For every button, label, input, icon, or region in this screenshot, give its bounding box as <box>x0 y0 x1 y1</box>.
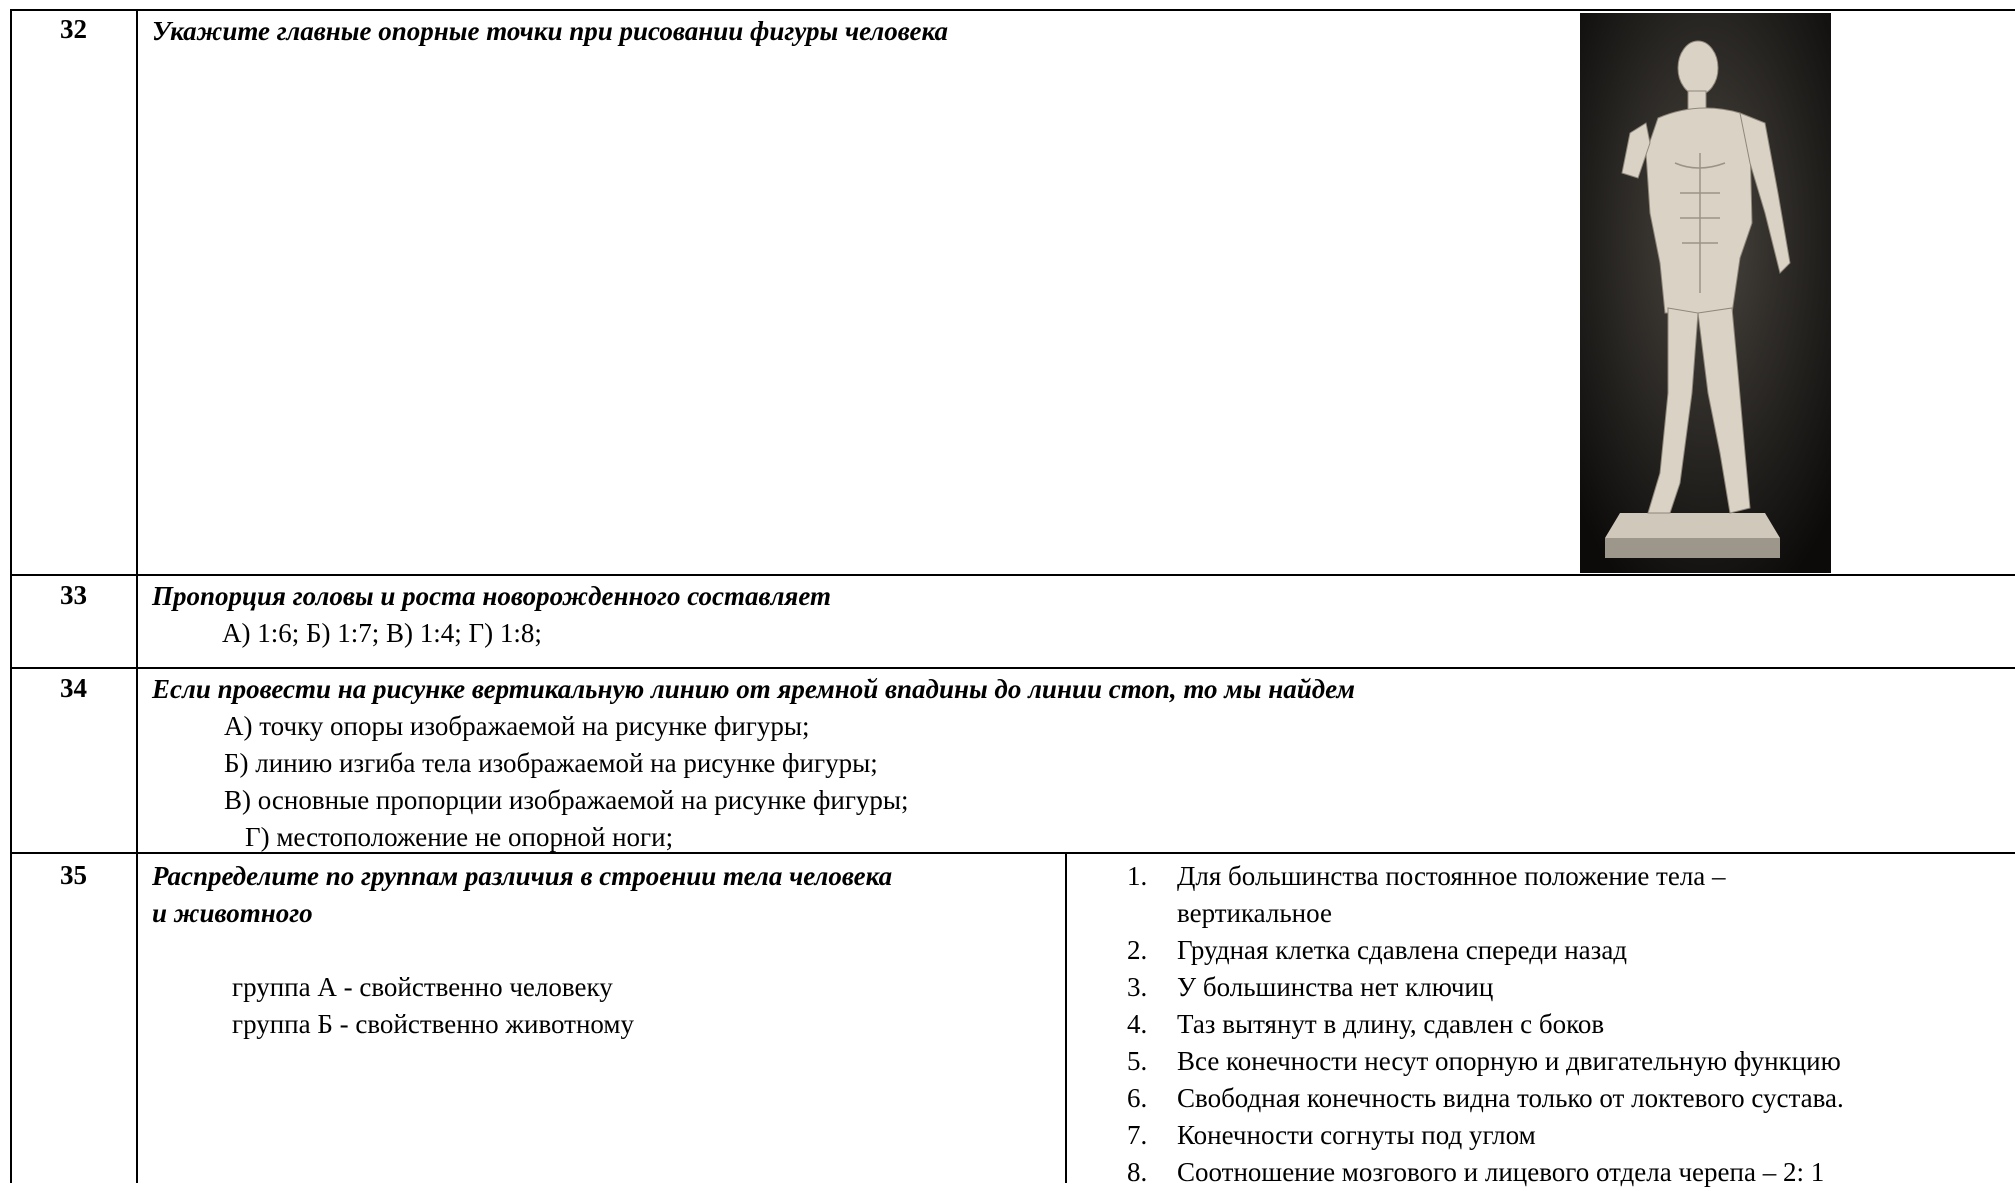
list-item-text: Соотношение мозгового и лицевого отдела черепа – 2: 1 <box>1177 1157 1825 1187</box>
list-item-text: Грудная клетка сдавлена спереди назад <box>1177 935 1628 965</box>
list-item <box>1127 858 1844 932</box>
row-divider <box>10 574 2015 576</box>
question-34-option-a: А) точку опоры изображаемой на рисунке фигуры; <box>224 711 810 741</box>
list-item <box>1127 1154 1844 1191</box>
question-34-option-b: Б) линию изгиба тела изображаемой на рисунке фигуры; <box>224 748 878 778</box>
answer-column-divider <box>1065 852 1067 1183</box>
list-item-number: 2. <box>1127 935 1148 965</box>
list-item-text-continued: вертикальное <box>1177 898 1332 928</box>
list-item <box>1127 1006 1844 1043</box>
group-b-label: группа Б - свойственно животному <box>232 1009 634 1039</box>
list-item-number: 6. <box>1127 1083 1148 1113</box>
list-item-number: 1. <box>1127 861 1148 891</box>
list-item <box>1127 969 1844 1006</box>
question-number-34: 34 <box>60 673 87 703</box>
list-item-text: Таз вытянут в длину, сдавлен с боков <box>1177 1009 1605 1039</box>
anatomical-statue-photo <box>1580 13 1831 573</box>
question-34-option-d: Г) местоположение не опорной ноги; <box>245 822 674 852</box>
list-item <box>1127 932 1844 969</box>
list-item-text: Свободная конечность видна только от локтевого сустава. <box>1177 1083 1844 1113</box>
differences-list <box>1127 858 1844 1191</box>
number-column-divider <box>136 9 138 1183</box>
question-number-32: 32 <box>60 14 87 44</box>
question-34-option-c: В) основные пропорции изображаемой на рисунке фигуры; <box>224 785 909 815</box>
list-item-number: 8. <box>1127 1157 1148 1187</box>
question-35-text-line2: и животного <box>152 898 313 928</box>
list-item-text: Для большинства постоянное положение тела – <box>1177 861 1726 891</box>
list-item-number: 4. <box>1127 1009 1148 1039</box>
list-item <box>1127 1080 1844 1117</box>
question-33-options: А) 1:6; Б) 1:7; В) 1:4; Г) 1:8; <box>222 618 542 648</box>
question-33-text: Пропорция головы и роста новорожденного составляет <box>152 581 831 611</box>
list-item-text: Все конечности несут опорную и двигательную функцию <box>1177 1046 1841 1076</box>
row-divider <box>10 667 2015 669</box>
list-item-text: Конечности согнуты под углом <box>1177 1120 1536 1150</box>
list-item-number: 7. <box>1127 1120 1148 1150</box>
question-number-35: 35 <box>60 860 87 890</box>
list-item-number: 5. <box>1127 1046 1148 1076</box>
question-34-text: Если провести на рисунке вертикальную линию от яремной впадины до линии стоп, то мы найдем <box>152 674 1355 704</box>
question-number-33: 33 <box>60 580 87 610</box>
table-top-border <box>10 9 2015 11</box>
question-32-text: Укажите главные опорные точки при рисовании фигуры человека <box>152 16 949 46</box>
group-a-label: группа А - свойственно человеку <box>232 972 613 1002</box>
question-35-text-line1: Распределите по группам различия в строении тела человека <box>152 861 893 891</box>
table-left-border <box>10 9 12 1183</box>
list-item-text: У большинства нет ключиц <box>1177 972 1494 1002</box>
list-item-number: 3. <box>1127 972 1148 1002</box>
list-item <box>1127 1117 1844 1154</box>
list-item <box>1127 1043 1844 1080</box>
